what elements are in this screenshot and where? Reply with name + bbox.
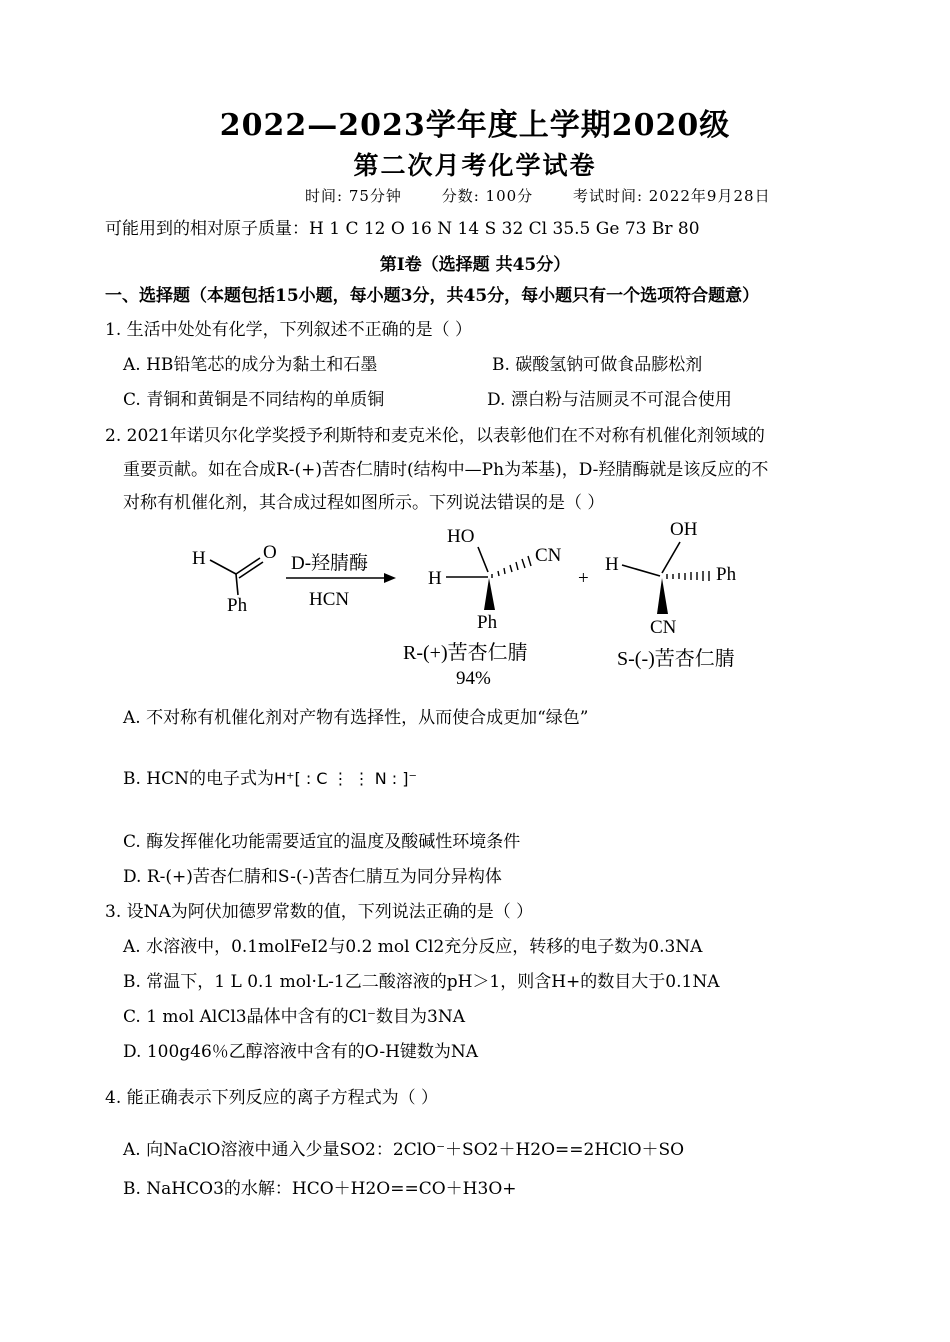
plus-sign: + <box>578 568 589 589</box>
p1-hash-2 <box>498 571 499 576</box>
q3-stem: 3. 设NA为阿伏加德罗常数的值，下列说法正确的是（ ） <box>105 902 534 922</box>
q3-option-b: B. 常温下，1 L 0.1 mol·L-1乙二酸溶液的pH＞1，则含H+的数目大于0.1NA <box>123 972 720 992</box>
p2-ph: Ph <box>716 564 737 585</box>
p1-hash-4 <box>510 565 512 572</box>
q2-option-a: A. 不对称有机催化剂对产物有选择性，从而使合成更加“绿色” <box>123 708 589 728</box>
p1-ph: Ph <box>477 612 498 633</box>
q1-option-d: D. 漂白粉与洁厕灵不可混合使用 <box>487 390 732 410</box>
part-title: 一、选择题（本题包括15小题，每小题3分，共45分，每小题只有一个选项符合题意） <box>105 286 760 306</box>
q2-stem-line3: 对称有机催化剂，其合成过程如图所示。下列说法错误的是（ ） <box>123 493 605 513</box>
p1-cn: CN <box>535 545 562 566</box>
p2-oh: OH <box>670 519 698 540</box>
reactant-o: O <box>263 542 277 563</box>
q3-option-c: C. 1 mol AlCl3晶体中含有的Cl⁻数目为3NA <box>123 1007 465 1027</box>
p2-bond-oh <box>662 542 680 573</box>
exam-title-line2: 第二次月考化学试卷 <box>353 151 597 180</box>
q3-option-d: D. 100g46％乙醇溶液中含有的O-H键数为NA <box>123 1042 479 1062</box>
p1-wedge <box>484 578 495 610</box>
p2-wedge <box>657 578 668 614</box>
q1-option-c: C. 青铜和黄铜是不同结构的单质铜 <box>123 390 385 410</box>
arrow-head <box>384 573 396 583</box>
q1-option-b: B. 碳酸氢钠可做食品膨松剂 <box>492 355 703 375</box>
p1-hash-5 <box>516 562 518 570</box>
hcn-electron-formula: H⁺[ : C ⋮ ⋮ N : ]⁻ <box>274 769 417 788</box>
p1-yield: 94% <box>456 668 491 689</box>
q2-stem-line2: 重要贡献。如在合成R-(+)苦杏仁腈时(结构中—Ph为苯基)，D-羟腈酶就是该反应的不 <box>123 460 769 480</box>
reagent-label: HCN <box>309 589 350 610</box>
reactant-h: H <box>192 548 206 569</box>
volume-title: 第I卷（选择题 共45分） <box>379 255 571 275</box>
p1-h: H <box>428 568 442 589</box>
p1-bond-oh <box>478 547 488 572</box>
reactant-ph: Ph <box>227 595 248 616</box>
bond-h-c <box>210 560 236 574</box>
q2-option-b <box>123 764 417 789</box>
q2-option-d: D. R-(+)苦杏仁腈和S-(-)苦杏仁腈互为同分异构体 <box>123 867 502 887</box>
q2-option-b-text: B. HCN的电子式为 <box>123 769 275 789</box>
exam-date: 考试时间: 2022年9月28日 <box>572 187 771 205</box>
q4-option-b: B. NaHCO3的水解：HCO＋H2O==CO＋H3O+ <box>123 1179 517 1199</box>
q4-option-a: A. 向NaClO溶液中通入少量SO2：2ClO⁻＋SO2＋H2O==2HClO＋SO <box>123 1140 685 1160</box>
p1-hash-3 <box>504 568 505 574</box>
q1-option-a: A. HB铅笔芯的成分为黏土和石墨 <box>123 355 378 375</box>
reaction-scheme <box>0 510 950 695</box>
p1-hash-7 <box>528 556 531 566</box>
time-label: 时间: 75分钟 <box>305 187 402 205</box>
p1-oh: HO <box>447 526 475 547</box>
p2-name: S-(-)苦杏仁腈 <box>617 648 735 670</box>
p2-bond-h <box>622 565 660 576</box>
q1-stem: 1. 生活中处处有化学，下列叙述不正确的是（ ） <box>105 320 473 340</box>
catalyst-label: D-羟腈酶 <box>291 553 369 574</box>
bond-c-ph <box>236 574 238 595</box>
p1-name: R-(+)苦杏仁腈 <box>403 642 528 664</box>
p2-cn: CN <box>650 617 677 638</box>
q3-option-a: A. 水溶液中，0.1molFeI2与0.2 mol Cl2充分反应，转移的电子数为0.3NA <box>123 937 703 957</box>
atomic-masses: 可能用到的相对原子质量：H 1 C 12 O 16 N 14 S 32 Cl 35.5 Ge 73 Br 80 <box>105 219 700 239</box>
q2-option-c: C. 酶发挥催化功能需要适宜的温度及酸碱性环境条件 <box>123 832 521 852</box>
exam-title-line1: 2022—2023学年度上学期2020级 <box>219 108 731 143</box>
p1-hash-6 <box>522 559 525 568</box>
exam-meta <box>305 185 771 206</box>
score-label: 分数: 100分 <box>441 187 534 205</box>
p2-h: H <box>605 554 619 575</box>
q4-stem: 4. 能正确表示下列反应的离子方程式为（ ） <box>105 1088 439 1108</box>
q2-stem-line1: 2. 2021年诺贝尔化学奖授予利斯特和麦克米伦，以表彰他们在不对称有机催化剂领域的 <box>105 426 765 446</box>
